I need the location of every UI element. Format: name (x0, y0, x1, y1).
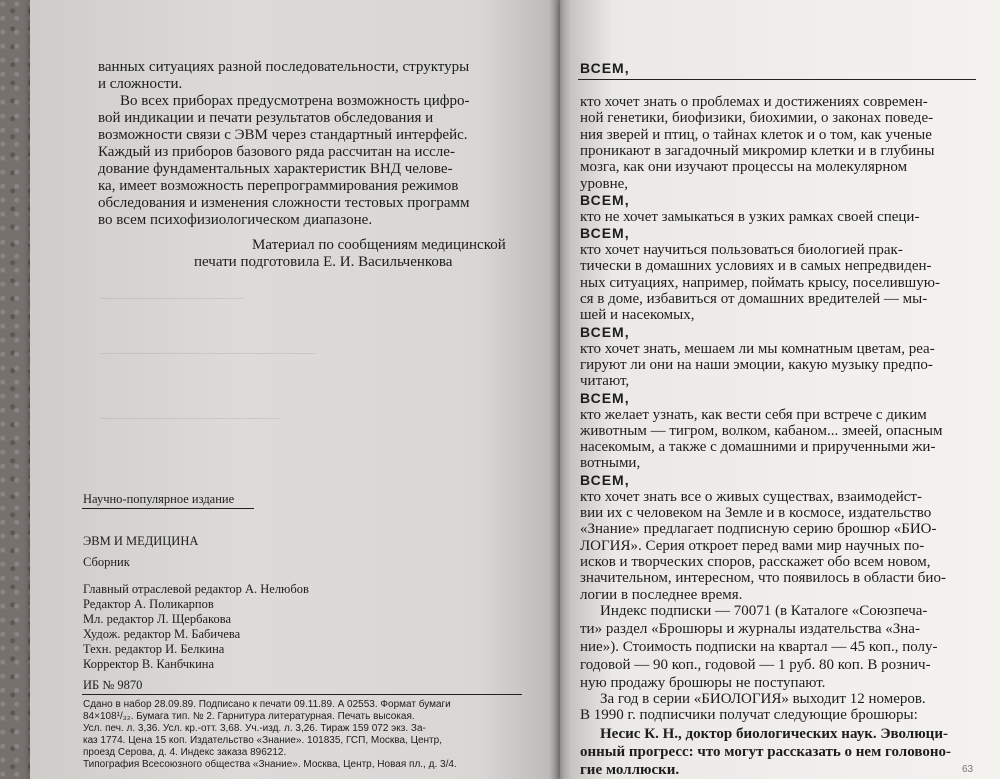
right-page (560, 0, 1000, 779)
right-text-line: кто хочет знать все о живых существах, взаимодейст- (580, 488, 922, 505)
page-number: 63 (962, 764, 974, 775)
vsem-header: ВСЕМ, (580, 60, 630, 76)
right-text-line: кто желает узнать, как вести себя при встрече с диким (580, 406, 927, 423)
vsem-heading: ВСЕМ, (580, 323, 630, 340)
credit-line: Материал по сообщениям медицинской (252, 237, 506, 253)
show-through-text: ——————————————— (100, 410, 280, 424)
right-text-line: «Знание» предлагает подписную серию брошюр «БИО- (580, 521, 937, 538)
left-page (30, 0, 560, 779)
vsem-heading: ВСЕМ, (580, 191, 630, 208)
right-text-line: тически в домашних условиях и в самых непредвиден- (580, 258, 932, 275)
staff-line: Редактор А. Поликарпов (83, 597, 214, 611)
left-text-line: во всем психофизиологическом диапазоне. (98, 212, 373, 228)
right-text-line: проникают в загадочный микромир клетки и в глубины (580, 142, 935, 159)
right-text-line: шей и насекомых, (580, 307, 695, 324)
right-text-line: насекомым, а также с домашними и прирученными жи- (580, 439, 936, 456)
subscription-text-line: ную продажу брошюры не поступают. (580, 675, 826, 691)
subscription-text-line: За год в серии «БИОЛОГИЯ» выходит 12 номеров. (600, 691, 926, 707)
right-text-line: вотными, (580, 455, 641, 472)
left-text-line: Каждый из приборов базового ряда рассчитан на иссле- (98, 144, 455, 160)
right-text-line: уровне, (580, 175, 629, 192)
vsem-heading: ВСЕМ, (580, 471, 630, 488)
right-text-line: ных ситуациях, например, поймать крысу, поселившую- (580, 274, 940, 291)
right-text-line: значительном, интересном, что появилось в области био- (580, 570, 946, 587)
subscription-text-line: гие моллюски. (580, 762, 680, 778)
right-text-line: кто не хочет замыкаться в узких рамках своей специ- (580, 208, 920, 225)
right-text-line: гируют ли они на наши эмоции, какую музыку предпо- (580, 356, 933, 373)
right-text-line: кто хочет знать о проблемах и достижениях современ- (580, 94, 928, 110)
subscription-text-line: годовой — 90 коп., годовой — 1 руб. 80 коп. В рознич- (580, 657, 931, 673)
vsem-heading: ВСЕМ, (580, 389, 630, 406)
left-text-line: возможности связи с ЭВМ через стандартный интерфейс. (98, 127, 468, 143)
left-text-line: обследования и изменения сложности тестовых программ (98, 195, 470, 211)
right-text-line: кто хочет научиться пользоваться биологией прак- (580, 242, 903, 259)
subscription-text-line: ние»). Стоимость подписки на квартал — 45 коп., полу- (580, 639, 938, 655)
right-text-line: исков и творческих споров, расскажет обо всем новом, (580, 553, 931, 570)
staff-line: Техн. редактор И. Белкина (83, 642, 225, 656)
print-info-line: Усл. печ. л. 3,36. Усл. кр.-отт. 3,68. Уч.-изд. л. 3,26. Тираж 159 072 экз. За- (83, 723, 426, 734)
staff-line: Мл. редактор Л. Щербакова (83, 612, 231, 626)
subscription-text-line: В 1990 г. подписчики получат следующие брошюры: (580, 707, 918, 723)
subscription-text-line: Несис К. Н., доктор биологических наук. Эволюци- (600, 726, 948, 742)
print-info-line: Типография Всесоюзного общества «Знание». Москва, Центр, Новая пл., д. 3/4. (83, 759, 457, 770)
right-text-line: ся в доме, избавиться от домашних вредителей — мы- (580, 291, 928, 307)
print-info-line: 84×108¹/₃₂. Бумага тип. № 2. Гарнитура литературная. Печать высокая. (83, 711, 415, 722)
right-text-line: ЛОГИЯ». Серия откроет перед вами мир научных по- (580, 537, 925, 554)
left-text-line: ка, имеет возможность перепрограммирования режимов (98, 178, 459, 194)
print-info-line: проезд Серова, д. 4. Индекс заказа 896212. (83, 747, 287, 758)
right-text-line: мозга, как они изучают процессы на молекулярном (580, 159, 908, 176)
subscription-text-line: ти» раздел «Брошюры и журналы издательства «Зна- (580, 621, 920, 637)
imprint-divider (82, 694, 522, 695)
book-gutter-shadow (549, 0, 571, 779)
vsem-heading: ВСЕМ, (580, 225, 630, 242)
left-text-line: ванных ситуациях разной последовательности, структуры (98, 59, 470, 75)
staff-line: Корректор В. Канбчкина (83, 657, 215, 671)
right-text-line: читают, (580, 373, 630, 390)
print-info-line: Сдано в набор 28.09.89. Подписано к печати 09.11.89. А 02553. Формат бумаги (83, 699, 451, 710)
show-through-text: —————————————————— (100, 345, 316, 359)
show-through-text: ———————————— (100, 290, 244, 304)
subscription-text-line: онный прогресс: что могут рассказать о нем головоно- (580, 744, 951, 760)
left-text-line: вой индикации и печати результатов обследования и (98, 110, 434, 126)
print-info-line: каз 1774. Цена 15 коп. Издательство «Знание». 101835, ГСП, Москва, Центр, (83, 735, 442, 746)
subscription-text-line: Индекс подписки — 70071 (в Каталоге «Союзпеча- (600, 603, 928, 619)
book-title: ЭВМ И МЕДИЦИНА (83, 534, 199, 548)
edition-underline (82, 508, 254, 509)
right-text-line: логии в последнее время. (580, 586, 743, 603)
book-subtitle: Сборник (83, 555, 130, 569)
left-text-line: Во всех приборах предусмотрена возможность цифро- (120, 93, 470, 109)
credit-author: печати подготовила Е. И. Васильченкова (194, 254, 453, 270)
right-text-line: животным — тигром, волком, кабаном... змеей, опасным (580, 422, 943, 439)
left-text-line: дование фундаментальных характеристик ВНД челове- (98, 161, 453, 177)
left-text-line: и сложности. (98, 76, 183, 92)
staff-line: Худож. редактор М. Бабичева (83, 627, 241, 641)
right-text-line: ной генетики, биофизики, биохимии, о законах поведе- (580, 110, 934, 127)
right-text-line: ния зверей и птиц, о тайнах клеток и о том, как ученые (580, 126, 932, 143)
header-rule (578, 79, 976, 80)
ib-number: ИБ № 9870 (83, 678, 143, 692)
staff-line: Главный отраслевой редактор А. Нелюбов (83, 582, 309, 596)
right-text-line: кто хочет знать, мешаем ли мы комнатным цветам, реа- (580, 340, 935, 357)
edition-type: Научно-популярное издание (83, 492, 235, 506)
right-text-line: вии их с человеком на Земле и в космосе, издательство (580, 505, 932, 521)
